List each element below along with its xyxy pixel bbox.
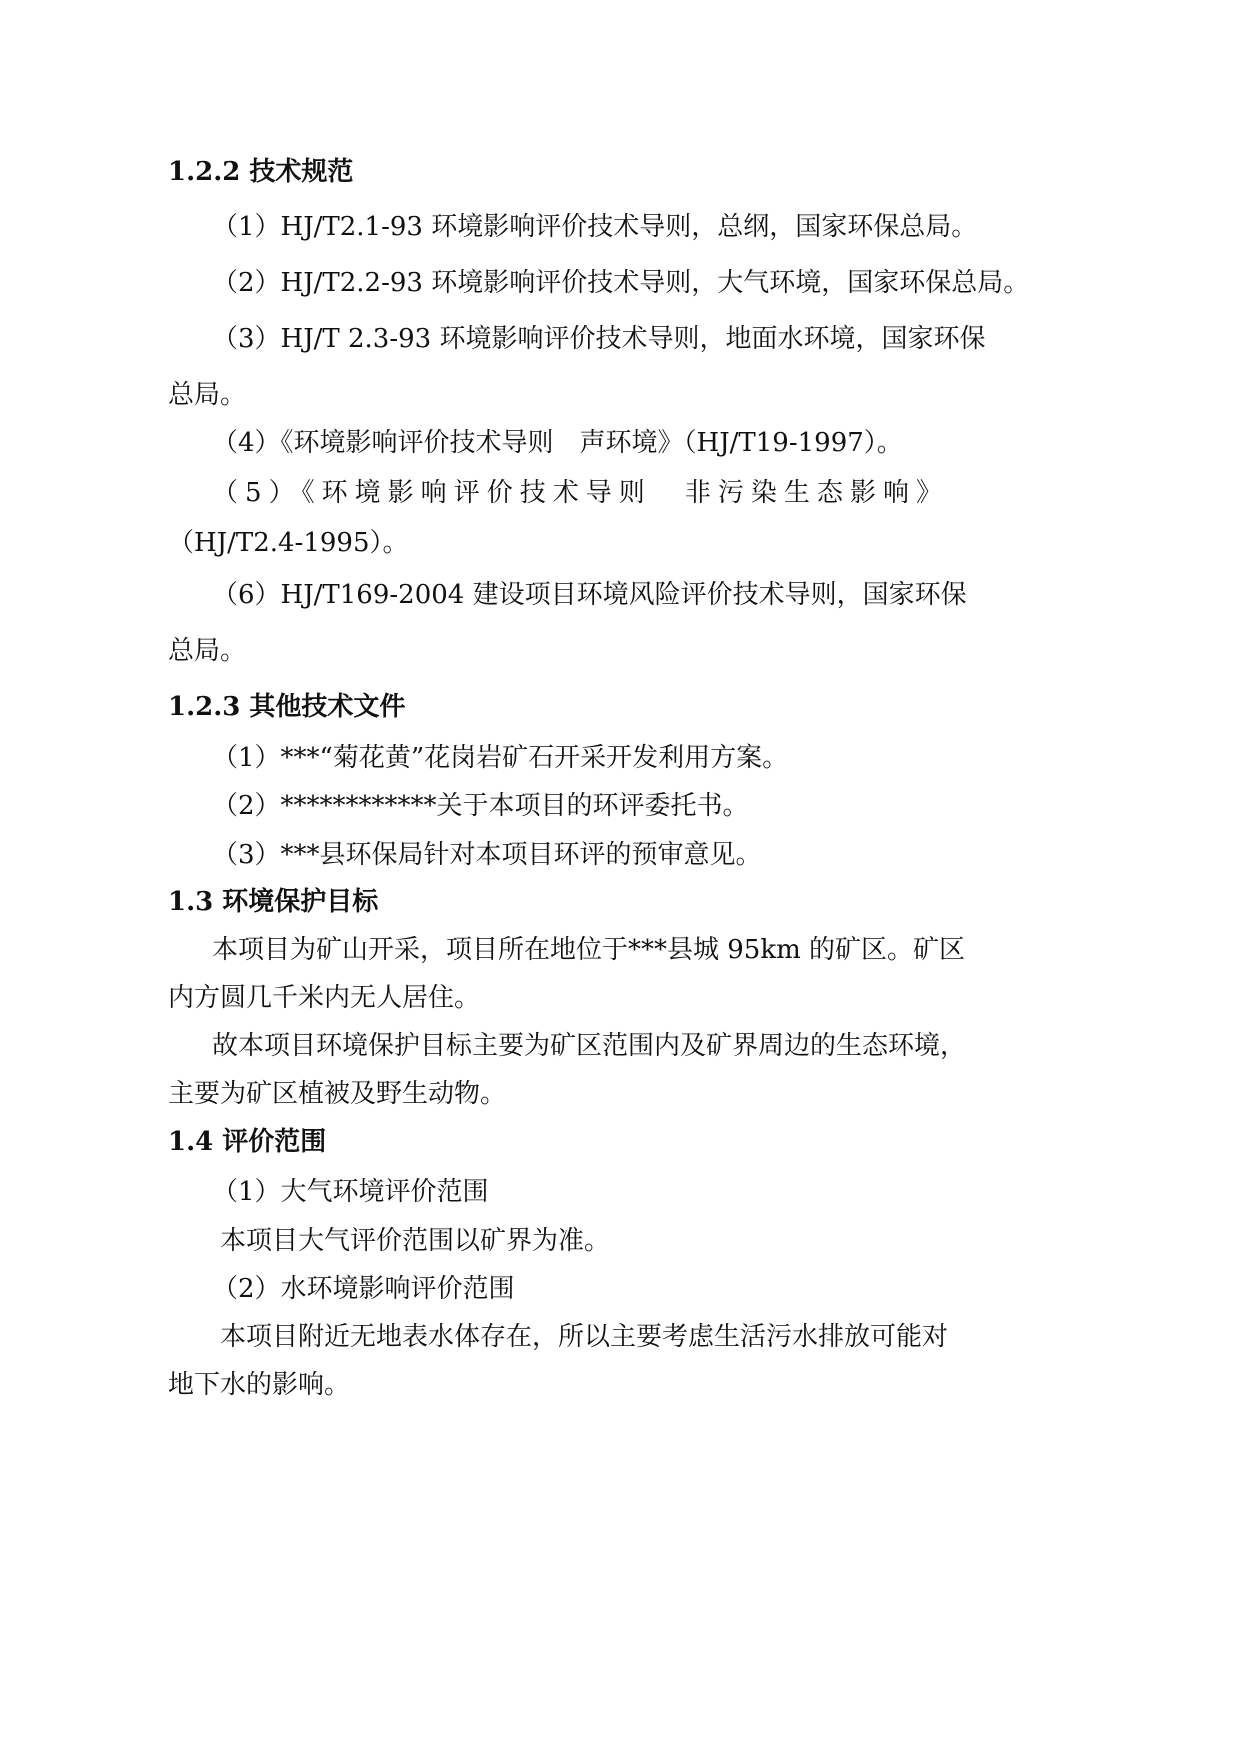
heading-1-3: 1.3 环境保护目标 bbox=[168, 887, 379, 917]
list-item: （2）HJ/T2.2-93 环境影响评价技术导则，大气环境，国家环保总局。 bbox=[212, 268, 1030, 298]
paragraph-line: 主要为矿区植被及野生动物。 bbox=[168, 1079, 507, 1109]
list-item: （4）《环境影响评价技术导则 声环境》（HJ/T19-1997）。 bbox=[212, 428, 903, 458]
list-item: （1）大气环境评价范围 bbox=[212, 1177, 489, 1207]
list-item-continuation: （HJ/T2.4-1995）。 bbox=[168, 528, 409, 558]
paragraph-line: 故本项目环境保护目标主要为矿区范围内及矿界周边的生态环境， bbox=[212, 1031, 967, 1061]
paragraph-line: 本项目附近无地表水体存在，所以主要考虑生活污水排放可能对 bbox=[220, 1322, 949, 1352]
list-item-continuation: 总局。 bbox=[168, 380, 247, 410]
heading-1-2-3: 1.2.3 其他技术文件 bbox=[168, 692, 406, 722]
list-item: （2）水环境影响评价范围 bbox=[212, 1274, 515, 1304]
list-item: （5）《环境影响评价技术导则 非污染生态影响》 bbox=[212, 478, 942, 508]
paragraph-line: 内方圆几千米内无人居住。 bbox=[168, 983, 481, 1013]
list-item: （2）************关于本项目的环评委托书。 bbox=[212, 791, 749, 821]
paragraph-line: 本项目为矿山开采，项目所在地位于***县城 95km 的矿区。矿区 bbox=[212, 935, 966, 965]
list-item: （6）HJ/T169-2004 建设项目环境风险评价技术导则，国家环保 bbox=[212, 580, 967, 610]
heading-1-4: 1.4 评价范围 bbox=[168, 1127, 327, 1157]
list-item: （1）***“菊花黄”花岗岩矿石开采开发利用方案。 bbox=[212, 743, 789, 773]
paragraph-line: 地下水的影响。 bbox=[168, 1370, 351, 1400]
heading-1-2-2: 1.2.2 技术规范 bbox=[168, 157, 354, 187]
list-item: （1）HJ/T2.1-93 环境影响评价技术导则，总纲，国家环保总局。 bbox=[212, 212, 978, 242]
list-item-continuation: 总局。 bbox=[168, 636, 247, 666]
list-item: （3）HJ/T 2.3-93 环境影响评价技术导则，地面水环境，国家环保 bbox=[212, 324, 986, 354]
list-item: （3）***县环保局针对本项目环评的预审意见。 bbox=[212, 840, 762, 870]
paragraph-line: 本项目大气评价范围以矿界为准。 bbox=[220, 1226, 611, 1256]
